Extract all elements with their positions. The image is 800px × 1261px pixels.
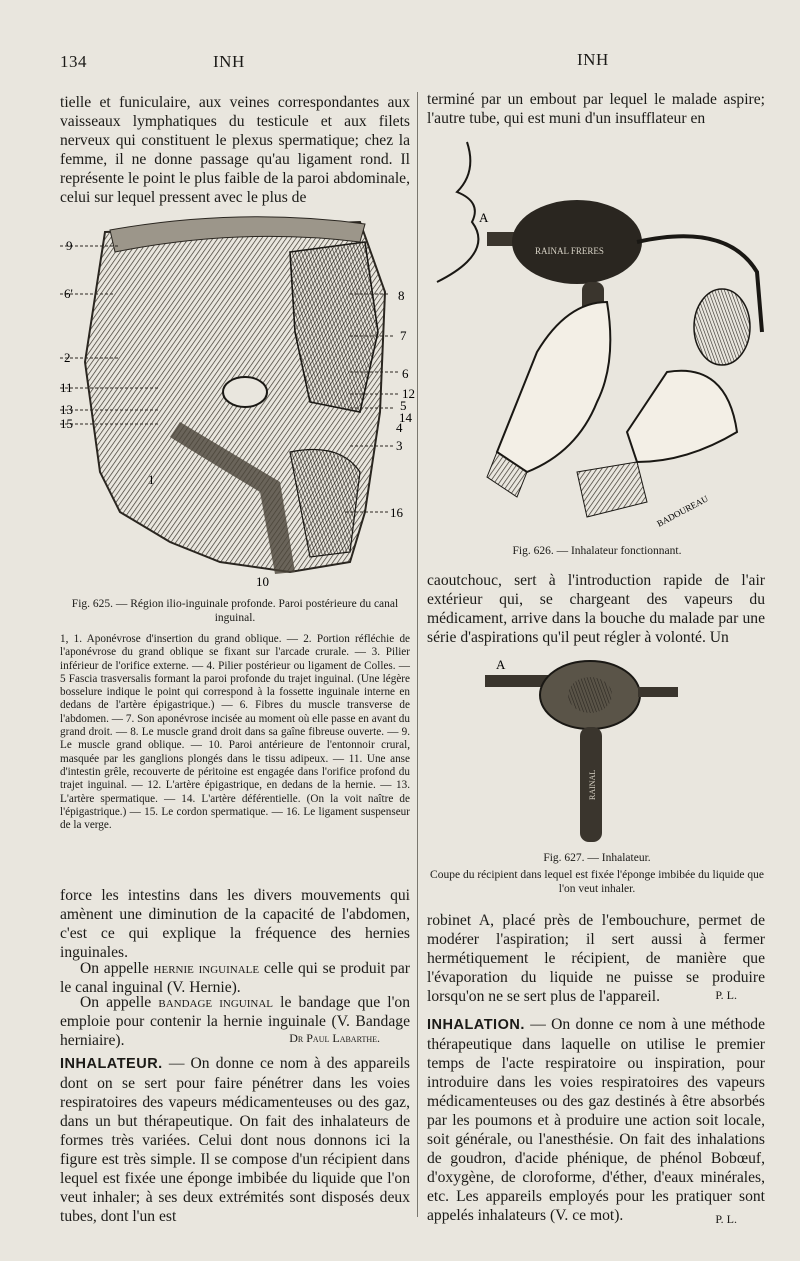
fig625-label-2: 2 [64,350,71,365]
fig625-label-15: 15 [60,416,73,431]
fig625-label-16: 16 [390,505,403,520]
article-inhalateur [60,1054,410,1226]
fig625-label-4: 4 [396,420,403,435]
article-inhalation-text: — On donne ce nom à une méthode thérapeutique dans laquelle on utilise le premier temps de l'acte respiratoire ou inspiration, pour introduire dans les voies respiratoires des vapeurs médicamenteuses ou des gaz destinés à être absorbés par les poumons et à produire une action soit locale, soit générale, ou l'anesthésie. On fait des inhalations de goudron, d'acide phénique, de phénol Bobœuf, d'oxygène, de cloroforme, d'éther, d'eaux minérales, etc. Les appareils employés pour les pratiquer sont appelés inhalateurs (V. ce mot). [427,1016,766,1224]
fig625-label-9: 9 [66,238,73,253]
left-para-bandage: On appelle bandage inguinal le bandage que l'on emploie pour contenir la hernie inguinale (V. Bandage herniaire). [60,994,411,1049]
column-rule [417,92,418,1217]
fig625-label-8: 8 [398,288,405,303]
signature-pl-1: P. L. [715,988,737,1002]
figure-625 [60,212,415,592]
right-running-head: INH [577,50,609,69]
fig625-label-12: 12 [402,386,415,401]
fig627-handle-text: RAINAL [588,769,597,800]
left-intro-paragraph: tielle et funiculaire, aux veines correspondantes aux vaisseaux lymphatiques du testicule et aux filets nerveux qui constituent le plexus spermatique; chez la femme, il ne donne passage qu'au ligament rond. Il représente le point le plus faible de la paroi abdominale, celui sur lequel pressent avec le plus de [60,94,410,206]
fig625-label-6: 6 [402,366,409,381]
article-inhalateur-title: INHALATEUR. [60,1056,163,1072]
right-para-caoutchouc: caoutchouc, sert à l'introduction rapide de l'air extérieur qui, se chargeant des vapeurs du médicament, arrive dans la bouche du malade par une série d'aspirations qu'il peut régler à volonté. Un [427,572,765,646]
fig625-label-11: 11 [60,380,73,395]
fig626-artist: BADOUREAU [655,493,710,529]
fig625-label-5: 5 [400,398,407,413]
fig625-legend: 1, 1. Aponévrose d'insertion du grand oblique. — 2. Portion réfléchie de l'aponévrose du grand oblique se fixant sur l'arcade crurale. — 3. Pilier inférieur de l'orifice externe. — 4. Pilier postérieur ou ligament de Colles. — 5 Fascia trasversalis formant la paroi profonde du trajet inguinal. (Une légère bosselure indique le point qui correspond à la fossette inguinale interne en dedans de l'artère épigastrique.) — 6. Fibres du muscle transverse de l'abdomen. — 7. Son aponévrose incisée au moment où elle passe en avant du grand droit. — 8. Le muscle grand droit dans sa gaîne fibreuse ouverte. — 9. Le muscle grand oblique. — 10. Paroi antérieure de l'entonnoir crural, masquée par les ganglions plongés dans le tissu adipeux. — 11. Une anse d'intestin grêle, recouverte de péritoine est engagée dans l'orifice profond du trajet inguinal. — 12. L'artère épigastrique, en dedans de la hernie. — 13. L'artère spermatique. — 14. L'artère déférentielle. (On la voit naître de l'épigastrique.) — 15. Le cordon spermatique. — 16. Le ligament suspenseur de la verge. [60,633,410,832]
fig627-caption: Fig. 627. — Inhalateur. [543,852,651,864]
figure-626 [427,132,767,537]
fig625-label-6prime: 6' [64,286,73,301]
inhaler-section-engraving [470,655,690,845]
inguinal-region-engraving [60,212,415,592]
inhaler-in-use-engraving [427,132,767,537]
fig625-label-14: 14 [399,410,412,425]
fig625-label-13: 13 [60,402,73,417]
page-number: 134 [60,52,87,71]
fig626-device-text: RAINAL FRERES [535,246,604,256]
left-para-hernie: On appelle hernie inguinale celle qui se produit par le canal inguinal (V. Hernie). [60,960,410,996]
right-para-robinet: robinet A, placé près de l'embouchure, permet de modérer l'aspiration; il sert aussi à fermer hermétiquement le récipient, de manière que l'évaporation du liquide ne puisse se produire lorsqu'on ne se sert plus de l'appareil. [427,912,765,1005]
signature-labarthe: Dr Paul Labarthe. [289,1031,380,1045]
fig625-label-1: 1 [148,472,155,487]
fig625-caption: Fig. 625. — Région ilio-inguinale profonde. Paroi postérieure du canal inguinal. [71,598,399,624]
fig627-label-a: A [496,657,506,672]
left-para-force: force les intestins dans les divers mouvements qui amènent une diminution de la capacité de l'abdomen, c'est ce qui explique la fréquence des hernies inguinales. [60,887,410,961]
signature-pl-2: P. L. [715,1212,737,1226]
left-running-head: INH [213,52,245,71]
article-inhalation-title: INHALATION. [427,1017,525,1033]
right-intro-paragraph: terminé par un embout par lequel le malade aspire; l'autre tube, qui est muni d'un insufflateur en [427,91,765,127]
fig627-subcaption: Coupe du récipient dans lequel est fixée l'éponge imbibée du liquide que l'on veut inhaler. [430,869,764,895]
article-inhalateur-text: — On donne ce nom à des appareils dont on se sert pour faire pénétrer dans les voies respiratoires des vapeurs médicamenteuses ou des gaz, dans un but thérapeutique. On fait des inhalateurs de formes très variées. Celui dont nous donnons ici la figure est très simple. Il se compose d'un récipient dans lequel est fixée une éponge imbibée du liquide que l'on veut inhaler; à ses deux extrémités sont disposés deux tubes, dont l'un est [60,1055,410,1225]
fig625-label-3: 3 [396,438,403,453]
fig625-label-10: 10 [256,574,269,589]
term-hernie-inguinale: hernie inguinale [153,960,260,977]
fig626-label-a: A [479,210,489,225]
figure-627 [470,655,690,845]
fig626-caption: Fig. 626. — Inhalateur fonctionnant. [512,545,682,557]
fig625-label-7: 7 [400,328,407,343]
article-inhalation [427,1015,765,1225]
